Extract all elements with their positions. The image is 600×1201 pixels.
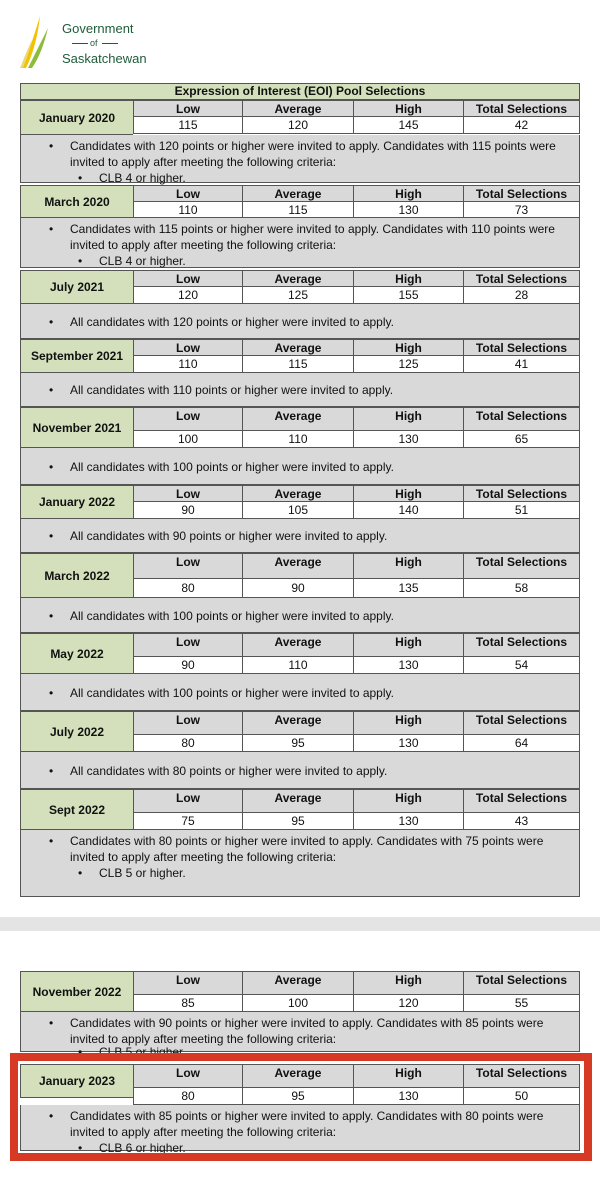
logo-line-government: Government [62, 21, 134, 36]
value-cell: 125 [243, 287, 354, 304]
note-text: All candidates with 100 points or higher were invited to apply. [70, 460, 394, 474]
column-header: Low [133, 270, 243, 287]
criteria-text: CLB 4 or higher. [99, 171, 186, 185]
column-header-row [133, 789, 580, 813]
column-header: Low [133, 185, 243, 202]
bullet-icon: • [49, 222, 54, 236]
value-cell: 115 [243, 356, 354, 373]
column-header: Total Selections [464, 711, 580, 735]
column-header-row [133, 1064, 580, 1088]
column-header: High [354, 633, 464, 657]
column-header: Low [133, 339, 243, 356]
draw-row [20, 633, 580, 674]
value-cell: 65 [464, 431, 580, 448]
column-header-row [133, 553, 580, 579]
value-cell: 130 [354, 813, 464, 830]
value-cell: 75 [133, 813, 243, 830]
sub-bullet-icon: • [78, 1045, 83, 1059]
column-header: Average [243, 789, 354, 813]
value-cell: 120 [133, 287, 243, 304]
draw-date: March 2020 [20, 185, 133, 218]
draw-row [20, 485, 580, 519]
column-header: Low [133, 553, 243, 579]
column-header-row [133, 185, 580, 202]
column-header: Low [133, 485, 243, 502]
column-header-row [133, 407, 580, 431]
column-header: Average [243, 339, 354, 356]
draw-note [20, 1012, 580, 1059]
column-header: Average [243, 270, 354, 287]
draw-date: March 2022 [20, 553, 133, 598]
column-header: Average [243, 407, 354, 431]
value-cell: 95 [243, 1088, 354, 1105]
draw-date: January 2022 [20, 485, 133, 519]
values-row [133, 117, 580, 134]
bullet-icon: • [49, 529, 54, 543]
draw-date: September 2021 [20, 339, 133, 373]
draw-row [20, 789, 580, 830]
draw-note [20, 135, 580, 183]
value-cell: 105 [243, 502, 354, 519]
draw-note [20, 830, 580, 897]
value-cell: 110 [133, 356, 243, 373]
column-header: Low [133, 407, 243, 431]
column-header: Total Selections [464, 270, 580, 287]
note-text: Candidates with 90 points or higher were invited to apply. Candidates with 85 points were invited to apply after meeting the following criteria: [70, 1016, 544, 1046]
sub-bullet-icon: • [78, 254, 83, 268]
value-cell: 110 [243, 431, 354, 448]
value-cell: 130 [354, 657, 464, 674]
criteria-text: CLB 6 or higher. [99, 1141, 186, 1155]
column-header: Total Selections [464, 185, 580, 202]
draw-date: July 2021 [20, 270, 133, 304]
draw-date: November 2021 [20, 407, 133, 448]
value-cell: 140 [354, 502, 464, 519]
value-cell: 100 [133, 431, 243, 448]
draw-row [20, 100, 580, 135]
values-row [133, 431, 580, 448]
value-cell: 90 [133, 502, 243, 519]
value-cell: 95 [243, 735, 354, 752]
column-header: High [354, 971, 464, 995]
column-header: Total Selections [464, 485, 580, 502]
values-row [133, 202, 580, 218]
value-cell: 28 [464, 287, 580, 304]
value-cell: 90 [243, 579, 354, 598]
bullet-icon: • [49, 834, 54, 848]
column-header-row [133, 339, 580, 356]
value-cell: 58 [464, 579, 580, 598]
column-header: High [354, 789, 464, 813]
draw-date: Sept 2022 [20, 789, 133, 830]
column-header: Low [133, 789, 243, 813]
note-text: All candidates with 110 points or higher were invited to apply. [70, 383, 394, 397]
page-break [0, 917, 600, 931]
values-row [133, 735, 580, 752]
column-header: Low [133, 711, 243, 735]
note-text: All candidates with 80 points or higher were invited to apply. [70, 764, 388, 778]
column-header: High [354, 553, 464, 579]
value-cell: 145 [354, 117, 464, 134]
column-header: Average [243, 485, 354, 502]
bullet-icon: • [49, 460, 54, 474]
note-text: Candidates with 115 points or higher were invited to apply. Candidates with 110 points were invited to apply after meeting the following criteria: [70, 222, 555, 252]
draw-note [20, 598, 580, 633]
column-header: Average [243, 971, 354, 995]
sub-bullet-icon: • [78, 866, 83, 880]
bullet-icon: • [49, 315, 54, 329]
logo-line-of: of [90, 38, 98, 48]
value-cell: 100 [243, 995, 354, 1012]
value-cell: 85 [133, 995, 243, 1012]
values-row [133, 1088, 580, 1105]
draw-row [20, 971, 580, 1012]
column-header: Average [243, 553, 354, 579]
value-cell: 120 [243, 117, 354, 134]
value-cell: 95 [243, 813, 354, 830]
column-header: High [354, 485, 464, 502]
column-header: Total Selections [464, 339, 580, 356]
value-cell: 41 [464, 356, 580, 373]
table-title: Expression of Interest (EOI) Pool Selections [20, 83, 580, 100]
note-text: Candidates with 80 points or higher were invited to apply. Candidates with 75 points were invited to apply after meeting the following criteria: [70, 834, 544, 864]
column-header: Total Selections [464, 633, 580, 657]
column-header: Low [133, 100, 243, 117]
value-cell: 50 [464, 1088, 580, 1105]
note-text: All candidates with 120 points or higher were invited to apply. [70, 315, 394, 329]
value-cell: 115 [243, 202, 354, 218]
column-header: Average [243, 1064, 354, 1088]
bullet-icon: • [49, 686, 54, 700]
value-cell: 42 [464, 117, 580, 134]
value-cell: 130 [354, 202, 464, 218]
value-cell: 125 [354, 356, 464, 373]
draw-row [20, 185, 580, 218]
draw-date: November 2022 [20, 971, 133, 1012]
column-header: High [354, 185, 464, 202]
bullet-icon: • [49, 1109, 54, 1123]
values-row [133, 995, 580, 1012]
value-cell: 130 [354, 431, 464, 448]
note-text: All candidates with 100 points or higher were invited to apply. [70, 609, 394, 623]
column-header-row [133, 485, 580, 502]
note-text: All candidates with 100 points or higher were invited to apply. [70, 686, 394, 700]
column-header: Total Selections [464, 407, 580, 431]
column-header-row [133, 100, 580, 117]
bullet-icon: • [49, 1016, 54, 1030]
column-header: High [354, 339, 464, 356]
column-header: Average [243, 711, 354, 735]
value-cell: 80 [133, 579, 243, 598]
value-cell: 90 [133, 657, 243, 674]
draw-note [20, 1105, 580, 1155]
bullet-icon: • [49, 609, 54, 623]
values-row [133, 657, 580, 674]
column-header: Total Selections [464, 553, 580, 579]
column-header-row [133, 270, 580, 287]
column-header: Low [133, 1064, 243, 1088]
column-header: Average [243, 185, 354, 202]
values-row [133, 356, 580, 373]
column-header: Total Selections [464, 971, 580, 995]
column-header: Total Selections [464, 789, 580, 813]
wheat-leaf-icon [18, 14, 58, 70]
column-header: High [354, 270, 464, 287]
column-header: High [354, 1064, 464, 1088]
value-cell: 51 [464, 502, 580, 519]
column-header: Low [133, 971, 243, 995]
value-cell: 80 [133, 735, 243, 752]
draw-note [20, 304, 580, 339]
value-cell: 110 [133, 202, 243, 218]
column-header: High [354, 407, 464, 431]
value-cell: 80 [133, 1088, 243, 1105]
column-header-row [133, 711, 580, 735]
draw-note [20, 373, 580, 407]
value-cell: 54 [464, 657, 580, 674]
value-cell: 115 [133, 117, 243, 134]
logo-line-saskatchewan: Saskatchewan [62, 51, 147, 66]
column-header: High [354, 100, 464, 117]
draw-note [20, 218, 580, 268]
criteria-text: CLB 4 or higher. [99, 254, 186, 268]
values-row [133, 813, 580, 830]
value-cell: 43 [464, 813, 580, 830]
value-cell: 155 [354, 287, 464, 304]
sub-bullet-icon: • [78, 1141, 83, 1155]
value-cell: 130 [354, 735, 464, 752]
draw-date: January 2020 [20, 100, 133, 135]
value-cell: 55 [464, 995, 580, 1012]
values-row [133, 502, 580, 519]
criteria-text: CLB 5 or higher. [99, 866, 186, 880]
sub-bullet-icon: • [78, 171, 83, 185]
values-row [133, 287, 580, 304]
bullet-icon: • [49, 764, 54, 778]
note-text: Candidates with 120 points or higher were invited to apply. Candidates with 115 points were invited to apply after meeting the following criteria: [70, 139, 556, 169]
draw-row [20, 1064, 580, 1103]
draw-row [20, 553, 580, 598]
draw-date: May 2022 [20, 633, 133, 674]
draw-note [20, 752, 580, 789]
values-row [133, 579, 580, 598]
draw-note [20, 448, 580, 485]
draw-date: July 2022 [20, 711, 133, 752]
column-header: High [354, 711, 464, 735]
government-logo [18, 14, 158, 70]
column-header: Average [243, 633, 354, 657]
bullet-icon: • [49, 383, 54, 397]
column-header: Low [133, 633, 243, 657]
draw-row [20, 270, 580, 304]
column-header: Total Selections [464, 1064, 580, 1088]
value-cell: 120 [354, 995, 464, 1012]
column-header: Total Selections [464, 100, 580, 117]
draw-date: January 2023 [20, 1064, 133, 1098]
note-text: Candidates with 85 points or higher were invited to apply. Candidates with 80 points were invited to apply after meeting the following criteria: [70, 1109, 544, 1139]
value-cell: 135 [354, 579, 464, 598]
value-cell: 73 [464, 202, 580, 218]
draw-row [20, 407, 580, 448]
column-header: Average [243, 100, 354, 117]
value-cell: 130 [354, 1088, 464, 1105]
criteria-text: CLB 5 or higher. [99, 1045, 186, 1059]
column-header-row [133, 633, 580, 657]
column-header-row [133, 971, 580, 995]
value-cell: 110 [243, 657, 354, 674]
draw-note [20, 519, 580, 553]
bullet-icon: • [49, 139, 54, 153]
note-text: All candidates with 90 points or higher were invited to apply. [70, 529, 388, 543]
draw-row [20, 339, 580, 373]
draw-note [20, 674, 580, 711]
value-cell: 64 [464, 735, 580, 752]
draw-row [20, 711, 580, 752]
